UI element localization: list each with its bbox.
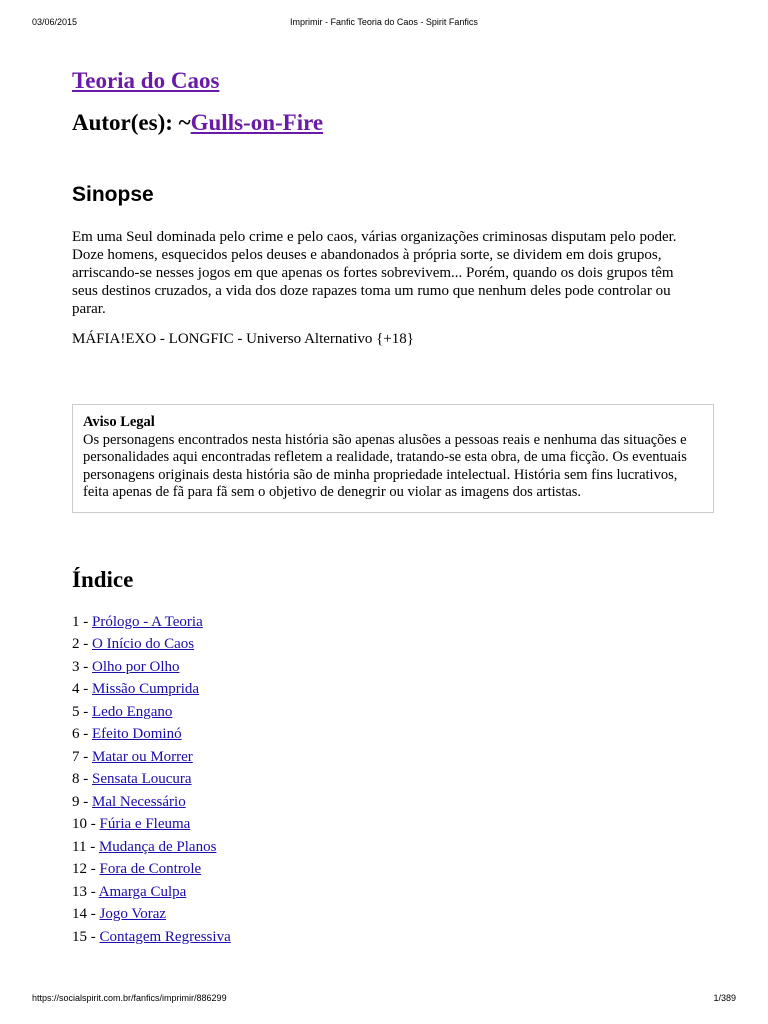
chapter-number: 10 - — [72, 816, 100, 832]
print-header — [32, 17, 736, 31]
author-line — [72, 108, 712, 138]
chapter-number: 8 - — [72, 771, 92, 787]
chapter-item — [72, 926, 712, 949]
chapter-number: 14 - — [72, 906, 100, 922]
chapter-link[interactable]: Matar ou Morrer — [92, 748, 193, 765]
synopsis-heading: Sinopse — [72, 183, 154, 206]
story-title-link[interactable]: Teoria do Caos — [72, 68, 220, 93]
chapter-link[interactable]: Fora de Controle — [99, 861, 202, 877]
story-tags: MÁFIA!EXO - LONGFIC - Universo Alternativo {+18} — [72, 331, 414, 347]
chapter-item — [72, 633, 712, 656]
chapter-item — [72, 701, 712, 724]
chapter-number: 9 - — [72, 793, 92, 810]
chapter-number: 12 - — [72, 861, 100, 877]
chapter-number: 5 - — [72, 703, 92, 720]
chapter-number: 4 - — [72, 681, 92, 697]
index-heading: Índice — [72, 566, 134, 592]
chapter-link[interactable]: Prólogo - A Teoria — [92, 613, 203, 630]
chapter-number: 15 - — [72, 928, 100, 945]
print-footer — [32, 993, 736, 1007]
chapter-item — [72, 768, 712, 791]
chapter-link[interactable]: Jogo Voraz — [99, 906, 167, 922]
author-link[interactable]: Gulls-on-Fire — [190, 110, 324, 135]
chapter-item — [72, 813, 712, 836]
print-url: https://socialspirit.com.br/fanfics/imprimir/886299 — [32, 993, 227, 1003]
chapter-item — [72, 678, 712, 701]
chapter-number: 13 - — [72, 883, 99, 900]
chapter-number: 1 - — [72, 613, 92, 630]
chapter-item — [72, 836, 712, 859]
chapter-item — [72, 746, 712, 769]
chapter-number: 11 - — [72, 838, 99, 855]
chapter-item — [72, 723, 712, 746]
chapter-link[interactable]: Mal Necessário — [92, 793, 186, 810]
chapter-list — [72, 611, 712, 949]
chapter-item — [72, 903, 712, 926]
chapter-item — [72, 656, 712, 679]
chapter-link[interactable]: Sensata Loucura — [92, 771, 192, 787]
chapter-item — [72, 791, 712, 814]
chapter-number: 3 - — [72, 658, 92, 675]
chapter-link[interactable]: Contagem Regressiva — [99, 928, 231, 945]
chapter-link[interactable]: O Início do Caos — [92, 636, 195, 652]
chapter-link[interactable]: Olho por Olho — [92, 658, 180, 675]
chapter-link[interactable]: Ledo Engano — [92, 703, 173, 720]
legal-notice-box — [72, 404, 714, 513]
synopsis-text: Em uma Seul dominada pelo crime e pelo caos, várias organizações criminosas disputam pelo poder. Doze homens, esquecidos pelos deuses e abandonados à própria sorte, se dividem em dois grupos, arriscando-se nesses jogos em que apenas os fortes sobrevivem... Porém, quando os dois grupos têm seus destinos cruzados, a vida dos doze rapazes toma um rumo que nenhum deles pode controlar ou parar. — [72, 229, 677, 317]
chapter-number: 7 - — [72, 748, 92, 765]
chapter-number: 6 - — [72, 726, 92, 742]
chapter-link[interactable]: Amarga Culpa — [98, 883, 187, 900]
chapter-number: 2 - — [72, 636, 92, 652]
legal-notice-title: Aviso Legal — [83, 414, 155, 430]
chapter-link[interactable]: Efeito Dominó — [92, 726, 182, 742]
chapter-link[interactable]: Fúria e Fleuma — [99, 816, 191, 832]
print-page-count: 1/389 — [713, 993, 736, 1003]
chapter-link[interactable]: Mudança de Planos — [98, 838, 217, 855]
print-date: 03/06/2015 — [32, 17, 78, 27]
legal-notice-text: Os personagens encontrados nesta história são apenas alusões a pessoas reais e nenhuma das situações e personalidades aqui encontradas refletem a realidade, tratando-se esta obra, de uma ficção. Os eventuais personagens originais desta história são de minha propriedade intelectual. História sem fins lucrativos, feita apenas de fã para fã sem o objetivo de denegrir ou violar as imagens dos artistas. — [83, 431, 687, 500]
chapter-link[interactable]: Missão Cumprida — [92, 681, 200, 697]
author-prefix: Autor(es): ~ — [72, 110, 191, 135]
chapter-item — [72, 858, 712, 881]
chapter-item — [72, 611, 712, 634]
chapter-item — [72, 881, 712, 904]
document-content — [72, 60, 712, 948]
story-title — [72, 66, 712, 96]
print-page-title: Imprimir - Fanfic Teoria do Caos - Spirit Fanfics — [290, 17, 478, 27]
